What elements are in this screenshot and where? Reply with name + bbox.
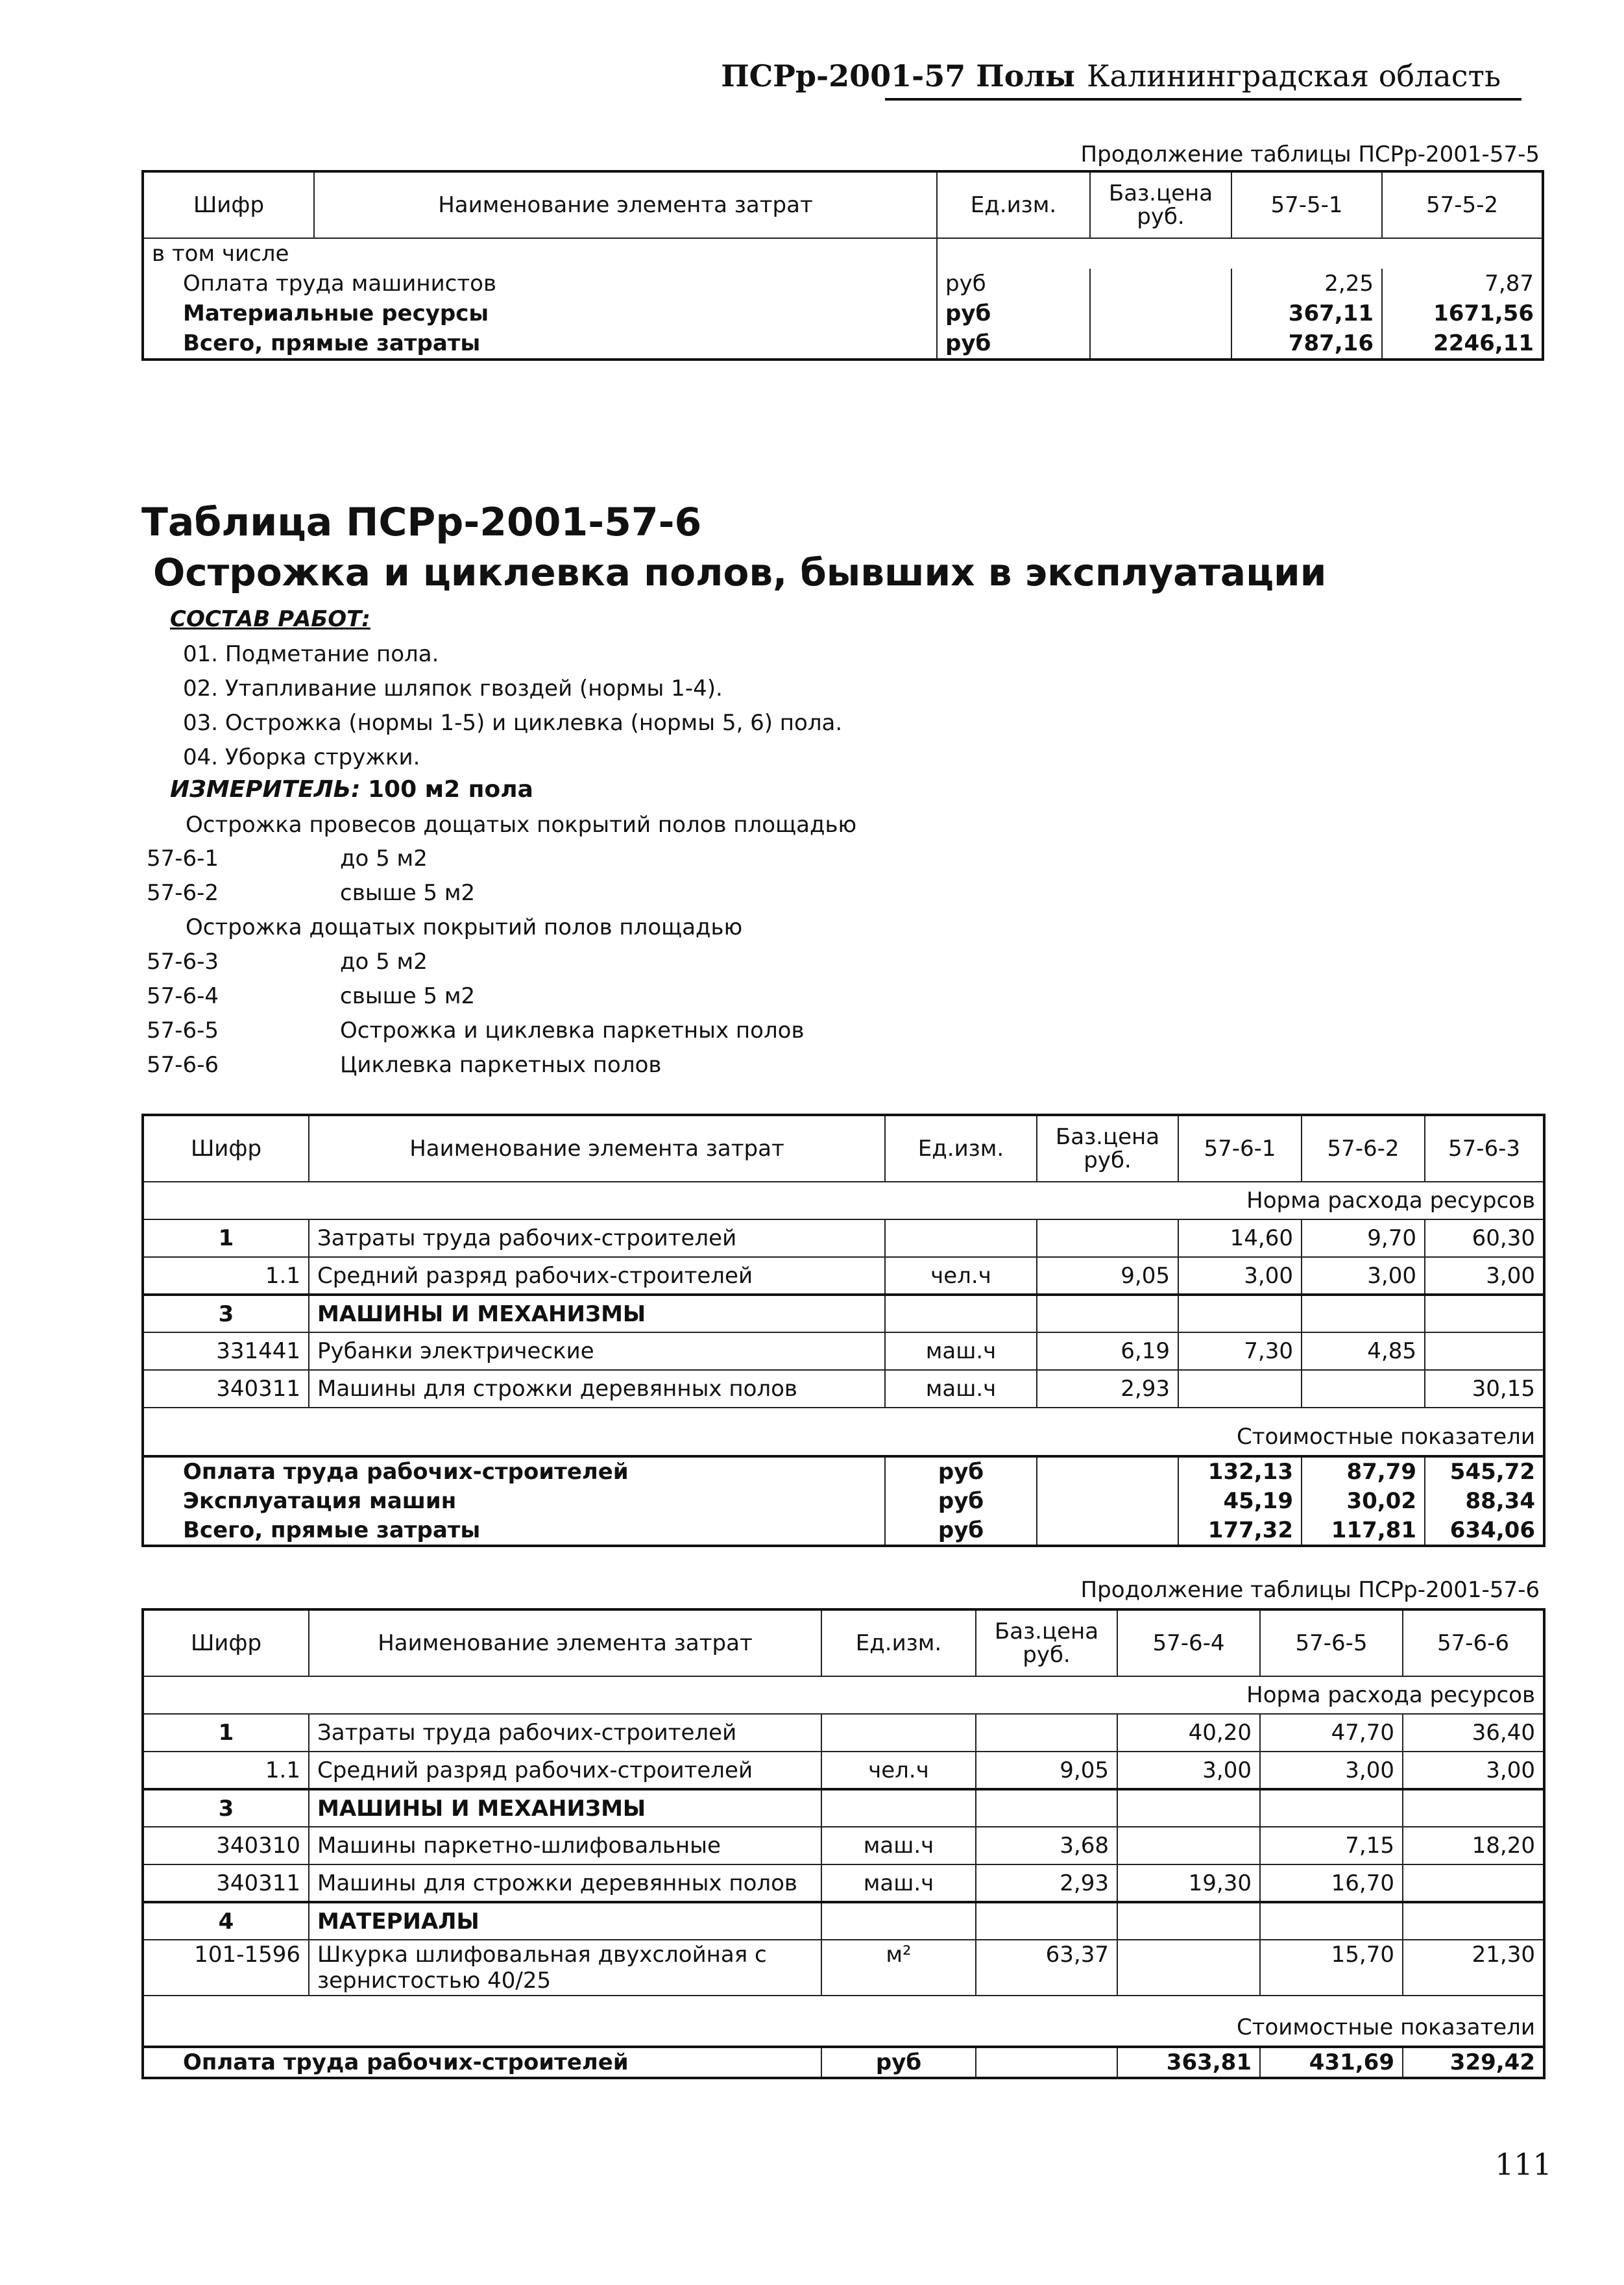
table-row	[143, 1332, 1544, 1370]
work-item: 04. Уборка стружки.	[183, 744, 420, 770]
total-value: 88,34	[1425, 1486, 1544, 1516]
col-header: 57-6-3	[1425, 1115, 1544, 1182]
col-header: Баз.цена руб.	[1090, 171, 1231, 238]
col-header: Шифр	[143, 171, 314, 238]
row-name: Машины паркетно-шлифовальные	[309, 1827, 821, 1864]
item-code: 57-6-3	[147, 949, 219, 975]
row-value: 367,11	[1231, 299, 1382, 328]
meter	[170, 776, 533, 803]
row-name: Средний разряд рабочих-строителей	[309, 1257, 885, 1295]
table-row	[143, 1902, 1544, 1940]
header-code: ПСРр-2001-57 Полы	[721, 58, 1075, 93]
row-value: 15,70	[1260, 1940, 1403, 1996]
row-name: Машины для строжки деревянных полов	[309, 1370, 885, 1408]
row-unit: чел.ч	[821, 1752, 976, 1789]
col-header: 57-6-4	[1117, 1609, 1260, 1676]
row-name: Всего, прямые затраты	[143, 328, 937, 360]
row-code: 1.1	[143, 1752, 309, 1789]
row-code: 3	[143, 1789, 309, 1827]
total-value: 431,69	[1260, 2047, 1403, 2078]
table-57-6-part1	[141, 1114, 1545, 1547]
row-price: 9,05	[976, 1752, 1117, 1789]
row-value: 3,00	[1260, 1752, 1403, 1789]
col-header: Ед.изм.	[821, 1609, 976, 1676]
row-name: в том числе	[143, 238, 937, 269]
row-code: 340311	[143, 1864, 309, 1902]
row-unit: руб	[937, 328, 1090, 360]
row-unit: чел.ч	[885, 1257, 1037, 1295]
row-value: 3,00	[1425, 1257, 1544, 1295]
total-unit: руб	[885, 1516, 1037, 1546]
row-code: 1.1	[143, 1257, 309, 1295]
row-price: 2,93	[976, 1864, 1117, 1902]
row-value: 18,20	[1403, 1827, 1544, 1864]
table-row	[143, 299, 1543, 328]
row-value: 3,00	[1117, 1752, 1260, 1789]
total-unit: руб	[821, 2047, 976, 2078]
col-header: 57-6-2	[1302, 1115, 1425, 1182]
row-code: 331441	[143, 1332, 309, 1370]
col-header: Шифр	[143, 1609, 309, 1676]
row-price	[976, 1714, 1117, 1752]
totals-row	[143, 2047, 1544, 2078]
section-label-row	[143, 1676, 1544, 1714]
table-row	[143, 1714, 1544, 1752]
cost-label: Стоимостные показатели	[143, 1408, 1544, 1456]
row-value: 7,30	[1178, 1332, 1302, 1370]
row-code: 4	[143, 1902, 309, 1940]
col-header: Шифр	[143, 1115, 309, 1182]
section-label-row	[143, 1182, 1544, 1219]
row-value	[1302, 1295, 1425, 1332]
col-header: 57-6-1	[1178, 1115, 1302, 1182]
table-row	[143, 1864, 1544, 1902]
table1-caption: Продолжение таблицы ПСРр-2001-57-5	[1080, 141, 1540, 167]
row-value	[1117, 1827, 1260, 1864]
header-region: Калининградская область	[1086, 58, 1501, 93]
row-code: 340310	[143, 1827, 309, 1864]
row-value: 3,00	[1302, 1257, 1425, 1295]
table-57-5-continuation	[141, 170, 1544, 361]
section-subtitle: Острожка и циклевка полов, бывших в эксплуатации	[153, 550, 1327, 594]
row-value	[1403, 1902, 1544, 1940]
row-value	[1260, 1902, 1403, 1940]
col-header: Баз.цена руб.	[976, 1609, 1117, 1676]
composition-label: СОСТАВ РАБОТ:	[170, 606, 370, 632]
table3-caption: Продолжение таблицы ПСРр-2001-57-6	[1080, 1577, 1540, 1603]
row-name: МАШИНЫ И МЕХАНИЗМЫ	[309, 1789, 821, 1827]
row-unit: руб	[937, 269, 1090, 299]
row-value: 4,85	[1302, 1332, 1425, 1370]
col-header: Наименование элемента затрат	[314, 171, 937, 238]
row-code: 1	[143, 1714, 309, 1752]
row-price: 9,05	[1037, 1257, 1178, 1295]
table-header-row	[143, 171, 1543, 238]
row-value	[1260, 1789, 1403, 1827]
work-item: 03. Острожка (нормы 1-5) и циклевка (нормы 5, 6) пола.	[183, 710, 843, 736]
row-price	[1090, 299, 1231, 328]
row-value	[1403, 1864, 1544, 1902]
totals-row	[143, 1516, 1544, 1546]
total-value: 545,72	[1425, 1456, 1544, 1486]
total-value: 177,32	[1178, 1516, 1302, 1546]
table-row	[143, 238, 1543, 269]
row-value: 36,40	[1403, 1714, 1544, 1752]
meter-label: ИЗМЕРИТЕЛЬ:	[170, 776, 361, 803]
item-text: Циклевка паркетных полов	[340, 1052, 662, 1078]
item-text: свыше 5 м2	[340, 880, 476, 906]
row-value	[1117, 1789, 1260, 1827]
section-label-row	[143, 1408, 1544, 1456]
row-value: 14,60	[1178, 1219, 1302, 1257]
header-underline	[885, 98, 1521, 101]
norm-label: Норма расхода ресурсов	[143, 1676, 1544, 1714]
item-code: 57-6-5	[147, 1018, 219, 1044]
total-value: 87,79	[1302, 1456, 1425, 1486]
table-row	[143, 1219, 1544, 1257]
row-value: 7,15	[1260, 1827, 1403, 1864]
totals-row	[143, 1456, 1544, 1486]
total-name: Всего, прямые затраты	[143, 1516, 885, 1546]
table-row	[143, 1257, 1544, 1295]
row-value	[1178, 1295, 1302, 1332]
totals-row	[143, 1486, 1544, 1516]
item-text: до 5 м2	[340, 949, 428, 975]
row-price: 6,19	[1037, 1332, 1178, 1370]
item-text: до 5 м2	[340, 846, 428, 872]
page-number: 111	[1495, 2147, 1552, 2182]
row-value	[1425, 1332, 1544, 1370]
col-header: Наименование элемента затрат	[309, 1609, 821, 1676]
table-row	[143, 1295, 1544, 1332]
row-value: 9,70	[1302, 1219, 1425, 1257]
total-value: 634,06	[1425, 1516, 1544, 1546]
row-price	[1090, 328, 1231, 360]
row-name: Машины для строжки деревянных полов	[309, 1864, 821, 1902]
work-item: 02. Утапливание шляпок гвоздей (нормы 1-4).	[183, 676, 723, 702]
group-title: Острожка провесов дощатых покрытий полов площадью	[186, 812, 857, 838]
total-price	[1037, 1486, 1178, 1516]
row-value	[1403, 1789, 1544, 1827]
col-header: 57-5-1	[1231, 171, 1382, 238]
row-value: 47,70	[1260, 1714, 1403, 1752]
row-value: 60,30	[1425, 1219, 1544, 1257]
row-value: 16,70	[1260, 1864, 1403, 1902]
row-value: 2,25	[1231, 269, 1382, 299]
row-name: Рубанки электрические	[309, 1332, 885, 1370]
total-value: 30,02	[1302, 1486, 1425, 1516]
row-unit: маш.ч	[821, 1827, 976, 1864]
total-unit: руб	[885, 1456, 1037, 1486]
table-header-row	[143, 1609, 1544, 1676]
col-header: 57-6-5	[1260, 1609, 1403, 1676]
section-label-row	[143, 1996, 1544, 2047]
col-header: Ед.изм.	[937, 171, 1090, 238]
row-unit: маш.ч	[885, 1332, 1037, 1370]
section-title: Таблица ПСРр-2001-57-6	[141, 500, 702, 545]
row-name: Шкурка шлифовальная двухслойная с зернистостью 40/25	[309, 1940, 821, 1996]
col-header: 57-6-6	[1403, 1609, 1544, 1676]
row-value	[1117, 1902, 1260, 1940]
row-empty	[937, 238, 1543, 269]
row-value	[1425, 1295, 1544, 1332]
row-price	[1090, 269, 1231, 299]
row-name: Затраты труда рабочих-строителей	[309, 1219, 885, 1257]
total-value: 363,81	[1117, 2047, 1260, 2078]
row-value: 21,30	[1403, 1940, 1544, 1996]
row-value: 2246,11	[1382, 328, 1543, 360]
table-row	[143, 1827, 1544, 1864]
row-price	[976, 1902, 1117, 1940]
work-item: 01. Подметание пола.	[183, 641, 439, 667]
cost-label: Стоимостные показатели	[143, 1996, 1544, 2047]
row-value	[1117, 1940, 1260, 1996]
row-unit	[885, 1219, 1037, 1257]
item-code: 57-6-2	[147, 880, 219, 906]
page-header	[721, 58, 1501, 93]
row-name: МАТЕРИАЛЫ	[309, 1902, 821, 1940]
total-name: Оплата труда рабочих-строителей	[143, 1456, 885, 1486]
row-name: МАШИНЫ И МЕХАНИЗМЫ	[309, 1295, 885, 1332]
row-value: 7,87	[1382, 269, 1543, 299]
total-price	[976, 2047, 1117, 2078]
row-value	[1178, 1370, 1302, 1408]
row-price	[1037, 1219, 1178, 1257]
item-text: свыше 5 м2	[340, 983, 476, 1009]
row-unit: м²	[821, 1940, 976, 1996]
total-value: 132,13	[1178, 1456, 1302, 1486]
meter-value: 100 м2 пола	[367, 776, 533, 803]
row-unit	[821, 1902, 976, 1940]
item-text: Острожка и циклевка паркетных полов	[340, 1018, 805, 1044]
row-name: Средний разряд рабочих-строителей	[309, 1752, 821, 1789]
row-value: 787,16	[1231, 328, 1382, 360]
table-row	[143, 1940, 1544, 1996]
table-row	[143, 328, 1543, 360]
total-price	[1037, 1516, 1178, 1546]
table-row	[143, 269, 1543, 299]
row-value: 40,20	[1117, 1714, 1260, 1752]
row-code: 340311	[143, 1370, 309, 1408]
total-value: 329,42	[1403, 2047, 1544, 2078]
row-price: 3,68	[976, 1827, 1117, 1864]
row-value: 3,00	[1178, 1257, 1302, 1295]
row-code: 3	[143, 1295, 309, 1332]
row-price: 63,37	[976, 1940, 1117, 1996]
item-code: 57-6-6	[147, 1052, 219, 1078]
row-name: Оплата труда машинистов	[143, 269, 937, 299]
total-name: Оплата труда рабочих-строителей	[143, 2047, 821, 2078]
row-price: 2,93	[1037, 1370, 1178, 1408]
col-header: Баз.цена руб.	[1037, 1115, 1178, 1182]
col-header: Наименование элемента затрат	[309, 1115, 885, 1182]
row-code: 101-1596	[143, 1940, 309, 1996]
row-value: 1671,56	[1382, 299, 1543, 328]
item-code: 57-6-4	[147, 983, 219, 1009]
col-header: Ед.изм.	[885, 1115, 1037, 1182]
table-row	[143, 1789, 1544, 1827]
col-header: 57-5-2	[1382, 171, 1543, 238]
total-value: 45,19	[1178, 1486, 1302, 1516]
table-row	[143, 1370, 1544, 1408]
row-unit: маш.ч	[821, 1864, 976, 1902]
row-price	[976, 1789, 1117, 1827]
row-unit	[821, 1714, 976, 1752]
table-header-row	[143, 1115, 1544, 1182]
row-unit	[821, 1789, 976, 1827]
item-code: 57-6-1	[147, 846, 219, 872]
row-name: Затраты труда рабочих-строителей	[309, 1714, 821, 1752]
row-value: 19,30	[1117, 1864, 1260, 1902]
row-unit: руб	[937, 299, 1090, 328]
row-value	[1302, 1370, 1425, 1408]
row-value: 30,15	[1425, 1370, 1544, 1408]
total-name: Эксплуатация машин	[143, 1486, 885, 1516]
norm-label: Норма расхода ресурсов	[143, 1182, 1544, 1219]
row-value: 3,00	[1403, 1752, 1544, 1789]
total-unit: руб	[885, 1486, 1037, 1516]
row-price	[1037, 1295, 1178, 1332]
total-price	[1037, 1456, 1178, 1486]
total-value: 117,81	[1302, 1516, 1425, 1546]
row-unit	[885, 1295, 1037, 1332]
row-code: 1	[143, 1219, 309, 1257]
row-name: Материальные ресурсы	[143, 299, 937, 328]
group-title: Острожка дощатых покрытий полов площадью	[186, 914, 743, 940]
table-57-6-part2	[141, 1608, 1545, 2079]
row-unit: маш.ч	[885, 1370, 1037, 1408]
table-row	[143, 1752, 1544, 1789]
